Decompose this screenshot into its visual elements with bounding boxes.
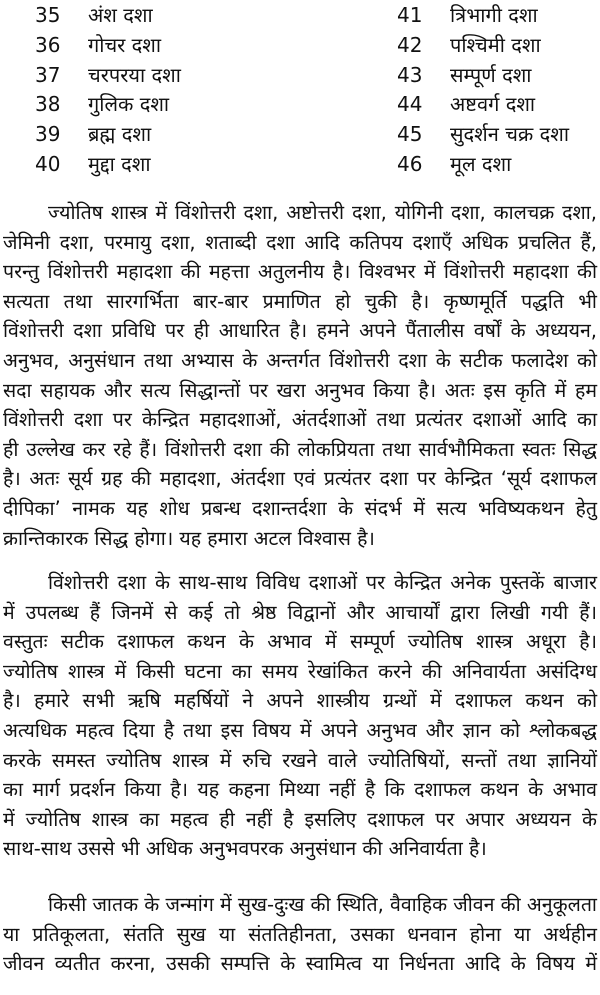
dasha-name: गुलिक दशा	[88, 92, 170, 117]
text-line: विंशोत्तरी दशा प्रविधि पर ही आधारित है। हमने अपने पैंतालीस वर्षों के अध्ययन,	[3, 319, 597, 343]
text-line: सदा सहायक और सत्य सिद्धान्तों पर खरा अनुभव किया है। अतः इस कृति में हम	[3, 378, 597, 402]
text-line: या प्रतिकूलता, संतति सुख या संततिहीनता, उसका धनवान होना या अर्थहीन	[3, 922, 597, 946]
text-line: अनुभव, अनुसंधान तथा अभ्यास के अन्तर्गत विंशोत्तरी दशा के सटीक फलादेश को	[3, 348, 597, 372]
text-line: सत्यता तथा सारगर्भिता बार-बार प्रमाणित हो चुकी है। कृष्णमूर्ति पद्धति भी	[3, 289, 597, 313]
dasha-number: 35	[35, 3, 61, 27]
dasha-name: अंश दशा	[88, 3, 153, 27]
paragraph	[3, 890, 597, 979]
text-line: करके समस्त ज्योतिष शास्त्र में रुचि रखने वाले ज्योतिषियों, सन्तों तथा ज्ञानियों	[3, 748, 597, 772]
dasha-number: 42	[397, 32, 423, 57]
dasha-number: 39	[35, 122, 61, 147]
text-line: किसी जातक के जन्मांग में सुख-दुःख की स्थिति, वैवाहिक जीवन की अनुकूलता	[48, 893, 597, 916]
text-line: परन्तु विंशोत्तरी महादशा की महत्ता अतुलनीय है। विश्वभर में विंशोत्तरी महादशा की	[3, 260, 597, 284]
dasha-name: सुदर्शन चक्र दशा	[450, 122, 570, 147]
text-line: जेमिनी दशा, परमायु दशा, शताब्दी दशा आदि कतिपय दशाएँ अधिक प्रचलित हैं,	[3, 230, 597, 254]
dasha-name: चरपरया दशा	[88, 62, 181, 87]
text-line: वस्तुतः सटीक दशाफल कथन के अभाव में सम्पूर्ण ज्योतिष शास्त्र अधूरा है।	[3, 630, 597, 654]
text-line: क्रान्तिकारक सिद्ध होगा। यह हमारा अटल विश्वास है।	[3, 526, 375, 550]
text-line: में उपलब्ध हैं जिनमें से कई तो श्रेष्ठ विद्वानों और आचार्यों द्वारा लिखी गयी हैं।	[3, 600, 597, 624]
dasha-name: मुद्दा दशा	[88, 152, 151, 176]
dasha-number: 38	[35, 92, 61, 117]
text-line: में ज्योतिष शास्त्र का महत्व ही नहीं है इसलिए दशाफल पर अपार अध्ययन के	[3, 807, 597, 831]
text-line: ही उल्लेख कर रहे हैं। विंशोत्तरी दशा की लोकप्रियता तथा सार्वभौमिकता स्वतः सिद्ध	[3, 437, 597, 461]
dasha-number: 37	[35, 62, 61, 87]
dasha-name: ब्रह्म दशा	[88, 122, 152, 147]
text-line: साथ-साथ उससे भी अधिक अनुभवपरक अनुसंधान की अनिवार्यता है।	[3, 837, 487, 861]
text-line: अत्यधिक महत्व दिया है तथा इस विषय में अपने अनुभव और ज्ञान को श्लोकबद्ध	[3, 718, 597, 742]
dasha-number: 36	[35, 32, 61, 57]
text-line: जीवन व्यतीत करना, उसकी सम्पत्ति के स्वामित्व या निर्धनता आदि के विषय में	[3, 952, 597, 976]
text-line: है। हमारे सभी ऋषि महर्षियों ने अपने शास्त्रीय ग्रन्थों में दशाफल कथन को	[3, 689, 597, 713]
text-line: ज्योतिष शास्त्र में विंशोत्तरी दशा, अष्टोत्तरी दशा, योगिनी दशा, कालचक्र दशा,	[48, 201, 597, 224]
text-line: का मार्ग प्रदर्शन किया है। यह कहना मिथ्या नहीं है कि दशाफल कथन के अभाव	[3, 778, 597, 802]
text-line: है। अतः सूर्य ग्रह की महादशा, अंतर्दशा एवं प्रत्यंतर दशा पर केन्द्रित ‘सूर्य दशाफल	[3, 467, 597, 491]
dasha-number: 44	[397, 92, 423, 117]
text-line: ज्योतिष शास्त्र में किसी घटना का समय रेखांकित करने की अनिवार्यता असंदिग्ध	[3, 659, 597, 683]
dasha-number: 40	[35, 152, 61, 176]
text-line: विंशोत्तरी दशा के साथ-साथ विविध दशाओं पर केन्द्रित अनेक पुस्तकें बाजार	[48, 571, 597, 594]
dasha-number: 43	[397, 62, 423, 87]
dasha-name: मूल दशा	[450, 152, 512, 176]
dasha-name: सम्पूर्ण दशा	[450, 62, 532, 87]
dasha-name: अष्टवर्ग दशा	[450, 92, 536, 117]
dasha-name: गोचर दशा	[88, 32, 162, 57]
dasha-number: 46	[397, 152, 423, 176]
text-line: विंशोत्तरी दशा पर केन्द्रित महादशाओं, अंतर्दशाओं तथा प्रत्यंतर दशाओं आदि का	[3, 408, 597, 432]
paragraph	[3, 198, 597, 553]
dasha-name: पश्चिमी दशा	[450, 32, 541, 57]
text-line: दीपिका’ नामक यह शोध प्रबन्ध दशान्तर्दशा के संदर्भ में सत्य भविष्यकथन हेतु	[3, 496, 597, 520]
dasha-number: 45	[397, 122, 423, 147]
paragraph	[3, 568, 597, 864]
dasha-name: त्रिभागी दशा	[450, 3, 538, 27]
dasha-number: 41	[397, 3, 423, 27]
